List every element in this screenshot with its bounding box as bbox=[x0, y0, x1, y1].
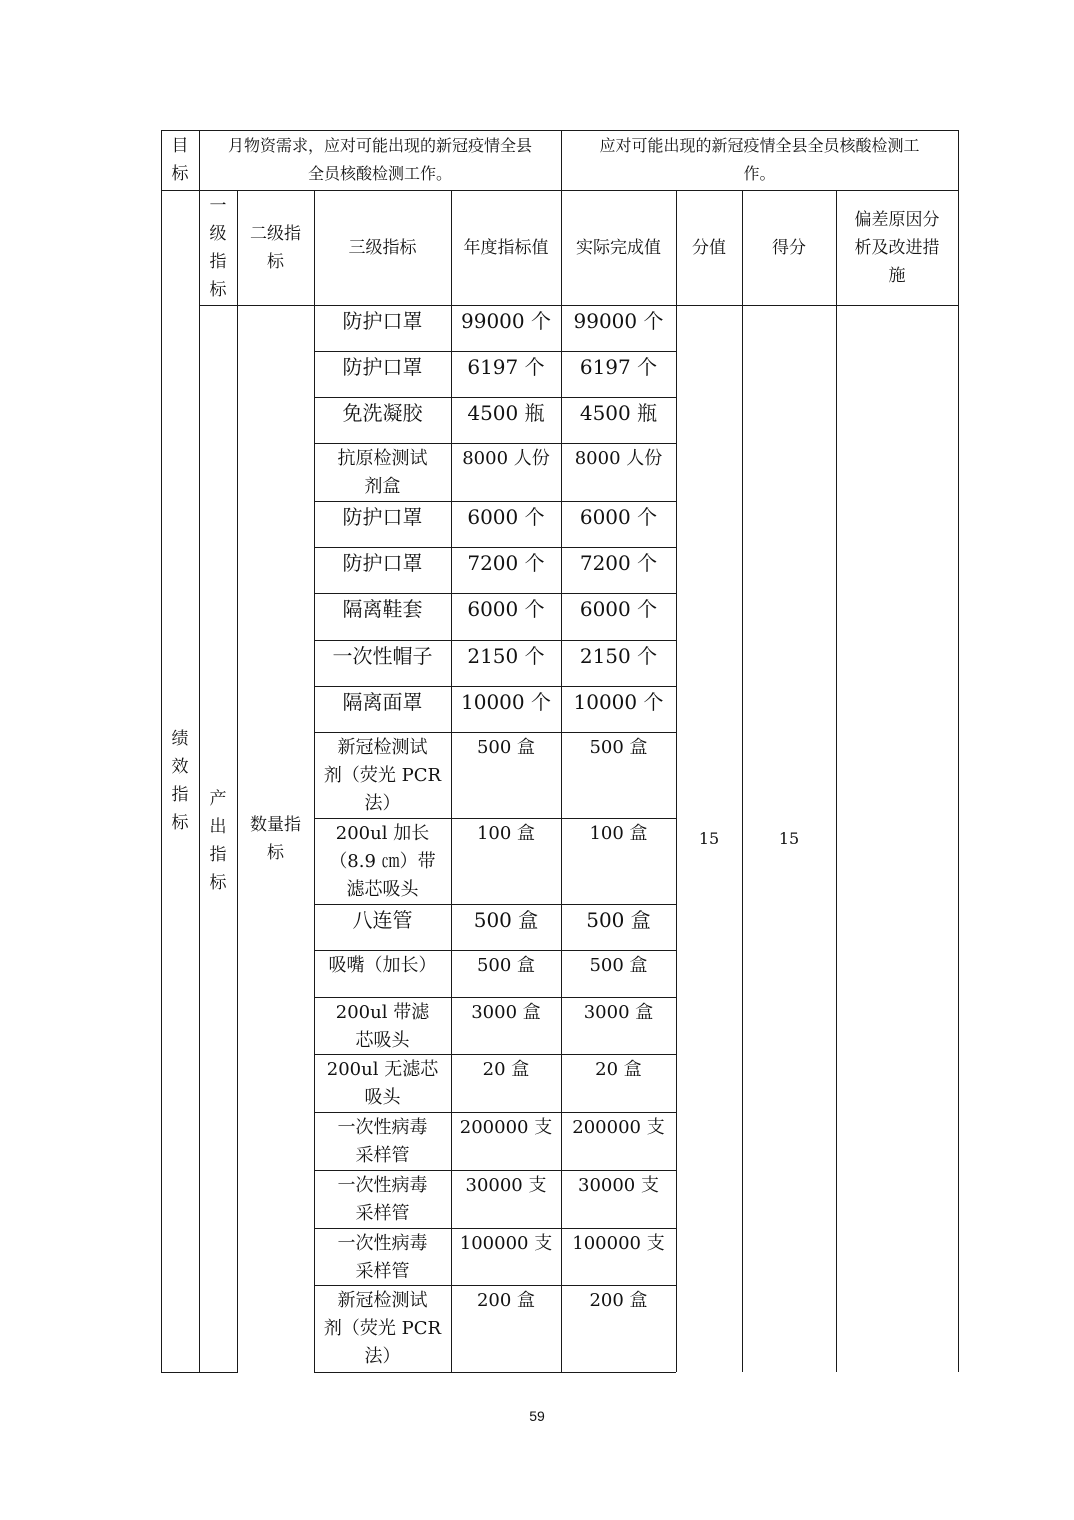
indicator-name: 抗原检测试 剂盒 bbox=[337, 448, 428, 497]
actual-value: 6197 个 bbox=[579, 355, 658, 379]
indicator-name: 吸嘴（加长） bbox=[328, 955, 437, 976]
indicator-name: 防护口罩 bbox=[342, 309, 423, 333]
weight-value: 15 bbox=[698, 828, 720, 848]
indicator-name: 一次性病毒 采样管 bbox=[337, 1233, 428, 1282]
annual-target-value: 7200 个 bbox=[467, 551, 545, 575]
header-weight: 分值 bbox=[692, 237, 726, 258]
header-annual-target: 年度指标值 bbox=[463, 237, 549, 258]
actual-value: 7200 个 bbox=[579, 551, 658, 575]
annual-target-value: 8000 人份 bbox=[462, 448, 550, 469]
indicator-name: 一次性帽子 bbox=[332, 644, 433, 668]
indicator-name: 八连管 bbox=[352, 908, 413, 932]
indicator-name: 隔离鞋套 bbox=[342, 597, 423, 621]
goal-left-text: 月物资需求，应对可能出现的新冠疫情全县 全员核酸检测工作。 bbox=[227, 136, 532, 183]
actual-value: 200 盒 bbox=[589, 1290, 648, 1311]
actual-value: 20 盒 bbox=[595, 1059, 642, 1080]
annual-target-value: 30000 支 bbox=[465, 1175, 547, 1196]
annual-target-value: 200 盒 bbox=[476, 1290, 536, 1311]
actual-value: 500 盒 bbox=[589, 737, 648, 758]
annual-target-value: 200000 支 bbox=[459, 1117, 553, 1138]
annual-target-value: 2150 个 bbox=[467, 644, 545, 668]
actual-value: 500 盒 bbox=[589, 955, 648, 976]
indicator-name: 隔离面罩 bbox=[342, 690, 423, 714]
indicator-name: 新冠检测试 剂（荧光 PCR 法） bbox=[323, 1290, 442, 1367]
rule bbox=[958, 130, 959, 1372]
actual-value: 8000 人份 bbox=[574, 448, 663, 469]
header-level2: 二级指 标 bbox=[250, 223, 301, 272]
actual-value: 3000 盒 bbox=[583, 1002, 654, 1023]
actual-value: 6000 个 bbox=[579, 505, 658, 529]
header-actual: 实际完成值 bbox=[576, 237, 661, 258]
rule bbox=[836, 190, 837, 1372]
annual-target-value: 100000 支 bbox=[459, 1233, 553, 1254]
actual-value: 100000 支 bbox=[572, 1233, 665, 1254]
header-score: 得分 bbox=[772, 237, 806, 258]
header-level3: 三级指标 bbox=[348, 237, 417, 258]
indicator-name: 一次性病毒 采样管 bbox=[337, 1117, 428, 1166]
annual-target-value: 10000 个 bbox=[461, 690, 551, 714]
goal-right-text: 应对可能出现的新冠疫情全县全员核酸检测工 作。 bbox=[599, 136, 920, 183]
annual-target-value: 20 盒 bbox=[482, 1059, 530, 1080]
goal-label: 目 标 bbox=[171, 136, 189, 184]
actual-value: 30000 支 bbox=[578, 1175, 659, 1196]
indicator-name: 防护口罩 bbox=[342, 355, 423, 379]
actual-value: 500 盒 bbox=[586, 908, 651, 932]
actual-value: 100 盒 bbox=[589, 823, 648, 844]
level1-value: 产 出 指 标 bbox=[209, 789, 227, 893]
row-divider bbox=[314, 1372, 676, 1373]
indicator-name: 200ul 加长 （8.9 ㎝）带 滤芯吸头 bbox=[329, 823, 436, 900]
annual-target-value: 500 盒 bbox=[476, 955, 536, 976]
actual-value: 10000 个 bbox=[573, 690, 664, 714]
actual-value: 4500 瓶 bbox=[579, 401, 658, 425]
indicator-name: 防护口罩 bbox=[342, 505, 423, 529]
annual-target-value: 6197 个 bbox=[467, 355, 545, 379]
indicator-name: 一次性病毒 采样管 bbox=[337, 1175, 428, 1224]
annual-target-value: 500 盒 bbox=[473, 908, 539, 932]
annual-target-value: 99000 个 bbox=[461, 309, 551, 333]
annual-target-value: 100 盒 bbox=[476, 823, 536, 844]
annual-target-value: 4500 瓶 bbox=[467, 401, 545, 425]
indicator-name: 200ul 无滤芯 吸头 bbox=[326, 1059, 439, 1108]
section-label: 绩 效 指 标 bbox=[171, 729, 189, 833]
level2-value: 数量指 标 bbox=[250, 814, 301, 863]
annual-target-value: 3000 盒 bbox=[471, 1002, 541, 1023]
actual-value: 99000 个 bbox=[573, 309, 664, 333]
page-number: 59 bbox=[529, 1408, 545, 1424]
actual-value: 6000 个 bbox=[579, 597, 658, 621]
annual-target-value: 6000 个 bbox=[467, 597, 545, 621]
annual-target-value: 500 盒 bbox=[476, 737, 536, 758]
actual-value: 200000 支 bbox=[572, 1117, 665, 1138]
indicator-name: 免洗凝胶 bbox=[342, 401, 423, 425]
header-deviation: 偏差原因分 析及改进措 施 bbox=[854, 209, 940, 286]
indicator-name: 防护口罩 bbox=[342, 551, 423, 575]
header-level1: 一 级 指 标 bbox=[209, 195, 227, 300]
indicator-name: 新冠检测试 剂（荧光 PCR 法） bbox=[323, 737, 442, 814]
score-value: 15 bbox=[778, 828, 800, 848]
actual-value: 2150 个 bbox=[579, 644, 658, 668]
annual-target-value: 6000 个 bbox=[467, 505, 545, 529]
indicator-name: 200ul 带滤 芯吸头 bbox=[335, 1002, 430, 1051]
